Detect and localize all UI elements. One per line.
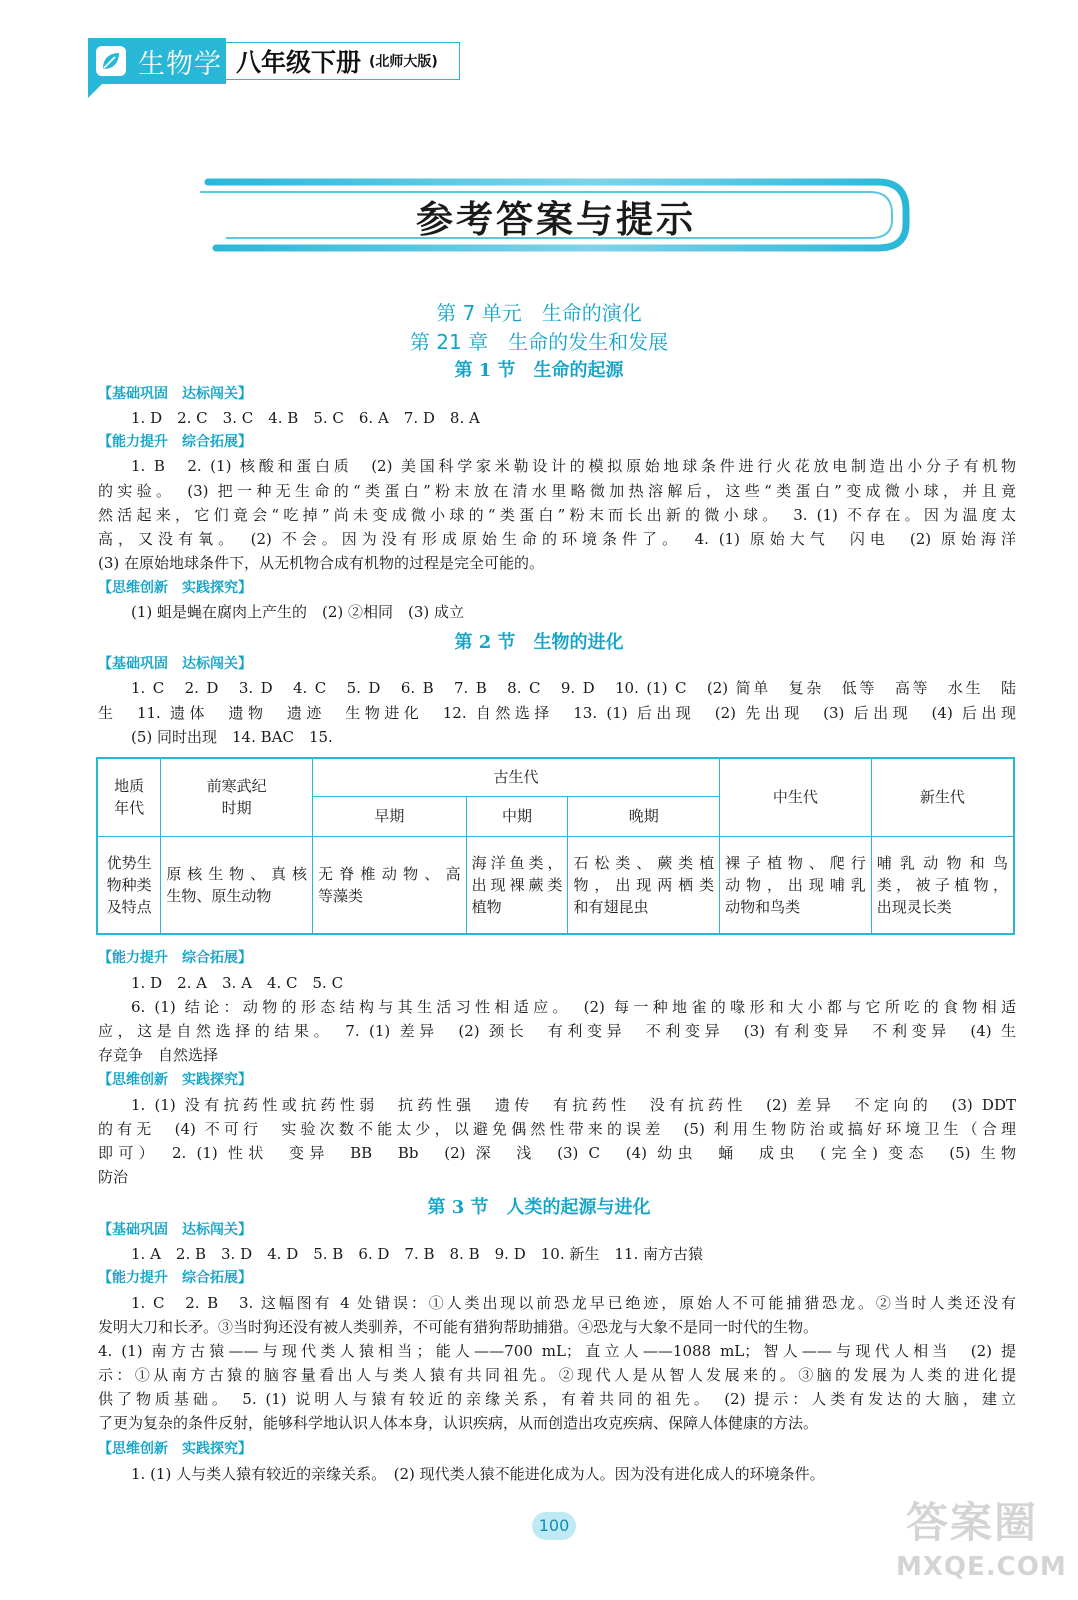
answer-line: 1. B 2. (1) 核酸和蛋白质 (2) 美国科学家米勒设计的模拟原始地球条件进行火花放电制造出小分子有机物	[131, 457, 1016, 475]
edition-label: (北师大版)	[369, 54, 438, 70]
subject-name: 生物学	[138, 48, 222, 80]
page-header	[88, 38, 460, 84]
section-3-basic-label: 【基础巩固 达标闯关】	[98, 1222, 252, 1238]
watermark	[896, 1490, 1067, 1590]
answer-key-title: 参考答案与提示	[416, 198, 696, 241]
answer-line: 1. D 2. C 3. C 4. B 5. C 6. A 7. D 8. A	[131, 409, 480, 427]
geologic-era-table	[96, 757, 1015, 935]
answer-line: 的有无 (4) 不可行 实验次数不能太少，以避免偶然性带来的误差 (5) 利用生物防治或搞好环境卫生（合理	[98, 1120, 1016, 1138]
section-3-ability-label: 【能力提升 综合拓展】	[98, 1270, 252, 1286]
section-2-heading: 第 2 节 生物的进化	[454, 632, 624, 653]
section-1-ability-label: 【能力提升 综合拓展】	[98, 434, 252, 450]
answer-line: 1. (1) 人与类人猿有较近的亲缘关系。 (2) 现代类人猿不能进化成为人。因为没有进化成人的环境条件。	[131, 1465, 825, 1483]
answer-line: (3) 在原始地球条件下，从无机物合成有机物的过程是完全可能的。	[98, 554, 545, 572]
table-header-middle: 中期	[466, 796, 568, 836]
grade-box	[226, 42, 460, 80]
answer-line: (1) 蛆是蝇在腐肉上产生的 (2) ②相同 (3) 成立	[131, 603, 465, 621]
unit-heading: 第 7 单元 生命的演化	[436, 301, 642, 325]
section-3-inquiry-label: 【思维创新 实践探究】	[98, 1441, 252, 1457]
answer-line: 生 11. 遗体 遗物 遗迹 生物进化 12. 自然选择 13. (1) 后出现 (2) 先出现 (3) 后出现 (4) 后出现	[98, 704, 1016, 722]
section-2-basic-label: 【基础巩固 达标闯关】	[98, 656, 252, 672]
answer-line: 防治	[98, 1168, 129, 1186]
answer-line: 然活起来，它们竟会“吃掉”尚未变成微小球的“类蛋白”粉末而长出新的微小球。 3. (1) 不存在。因为温度太	[98, 506, 1016, 524]
section-2-ability-label: 【能力提升 综合拓展】	[98, 950, 252, 966]
answer-line: (5) 同时出现 14. BAC 15.	[131, 728, 333, 746]
table-row-header-species: 优势生 物种类 及特点	[97, 836, 161, 934]
answer-line: 应，这是自然选择的结果。 7. (1) 差异 (2) 颈长 有利变异 不利变异 (3) 有利变异 不利变异 (4) 生	[98, 1022, 1016, 1040]
answer-line: 的实验。 (3) 把一种无生命的“类蛋白”粉末放在清水里略微加热溶解后，这些“类蛋白”变成微小球，并且竟	[98, 482, 1016, 500]
watermark-site: MXQE.COM	[896, 1552, 1067, 1582]
table-header-early: 早期	[313, 796, 467, 836]
answer-line: 供了物质基础。 5. (1) 说明人与猿有较近的亲缘关系，有着共同的祖先。 (2) 提示：人类有发达的大脑，建立	[98, 1390, 1016, 1408]
subject-tab	[88, 38, 226, 84]
answer-line: 即可） 2. (1) 性状 变异 BB Bb (2) 深 浅 (3) C (4) 幼虫 蛹 成虫 (完全) 变态 (5) 生物	[98, 1144, 1016, 1162]
section-1-heading: 第 1 节 生命的起源	[454, 360, 624, 381]
answer-line: 存竞争 自然选择	[98, 1046, 219, 1064]
table-cell-mesozoic: 裸子植物、爬行 动物，出现哺乳 动物和鸟类	[720, 836, 872, 934]
table-header-precambrian: 前寒武纪 时期	[161, 758, 313, 836]
answer-line: 1. C 2. D 3. D 4. C 5. D 6. B 7. B 8. C 9. D 10. (1) C (2) 简单 复杂 低等 高等 水生 陆	[131, 679, 1016, 697]
section-3-heading: 第 3 节 人类的起源与进化	[427, 1197, 651, 1218]
table-cell-paleozoic-early: 无脊椎动物、高 等藻类	[313, 836, 467, 934]
answer-line: 6. (1) 结论：动物的形态结构与其生活习性相适应。 (2) 每一种地雀的喙形和大小都与它所吃的食物相适	[131, 998, 1016, 1016]
table-header-paleozoic: 古生代	[313, 758, 720, 796]
grade-label: 八年级下册	[236, 48, 362, 77]
page-number: 100	[532, 1512, 576, 1540]
table-header-mesozoic: 中生代	[720, 758, 872, 836]
header-tab-tail	[88, 84, 102, 98]
answer-line: 高，又没有氧。 (2) 不会。因为没有形成原始生命的环境条件了。 4. (1) 原始大气 闪电 (2) 原始海洋	[98, 530, 1016, 548]
answer-line: 1. C 2. B 3. 这幅图有 4 处错误：①人类出现以前恐龙早已绝迹，原始人不可能捕猎恐龙。②当时人类还没有	[131, 1294, 1016, 1312]
section-1-inquiry-label: 【思维创新 实践探究】	[98, 580, 252, 596]
table-header-late: 晚期	[568, 796, 720, 836]
answer-line: 4. (1) 南方古猿——与现代类人猿相当；能人——700 mL；直立人——1088 mL；智人——与现代人相当 (2) 提	[98, 1342, 1016, 1360]
leaf-icon	[96, 46, 126, 76]
table-header-era: 地质 年代	[97, 758, 161, 836]
table-header-cenozoic: 新生代	[871, 758, 1014, 836]
answer-line: 示：①从南方古猿的脑容量看出人与类人猿有共同祖先。②现代人是从智人发展来的。③脑的发展为人类的进化提	[98, 1366, 1016, 1384]
answer-line: 1. A 2. B 3. D 4. D 5. B 6. D 7. B 8. B 9. D 10. 新生 11. 南方古猿	[131, 1245, 703, 1263]
section-2-inquiry-label: 【思维创新 实践探究】	[98, 1072, 252, 1088]
table-cell-paleozoic-late: 石松类、蕨类植 物，出现两栖类 和有翅昆虫	[568, 836, 720, 934]
table-cell-precambrian: 原核生物、真核 生物、原生动物	[161, 836, 313, 934]
table-cell-cenozoic: 哺乳动物和鸟 类，被子植物， 出现灵长类	[871, 836, 1014, 934]
table-cell-paleozoic-middle: 海洋鱼类， 出现裸蕨类 植物	[466, 836, 568, 934]
section-1-basic-label: 【基础巩固 达标闯关】	[98, 386, 252, 402]
answer-line: 1. (1) 没有抗药性或抗药性弱 抗药性强 遗传 有抗药性 没有抗药性 (2) 差异 不定向的 (3) DDT	[131, 1096, 1016, 1114]
answer-line: 发明大刀和长矛。③当时狗还没有被人类驯养，不可能有猎狗帮助捕猎。④恐龙与大象不是同一时代的生物。	[98, 1318, 819, 1336]
title-banner	[198, 176, 914, 256]
answer-line: 了更为复杂的条件反射，能够科学地认识人体本身，认识疾病，从而创造出攻克疾病、保障人体健康的方法。	[98, 1414, 819, 1432]
answer-line: 1. D 2. A 3. A 4. C 5. C	[131, 974, 344, 992]
watermark-logo-text: 答案圈	[906, 1498, 1039, 1547]
chapter-heading: 第 21 章 生命的发生和发展	[409, 330, 669, 354]
